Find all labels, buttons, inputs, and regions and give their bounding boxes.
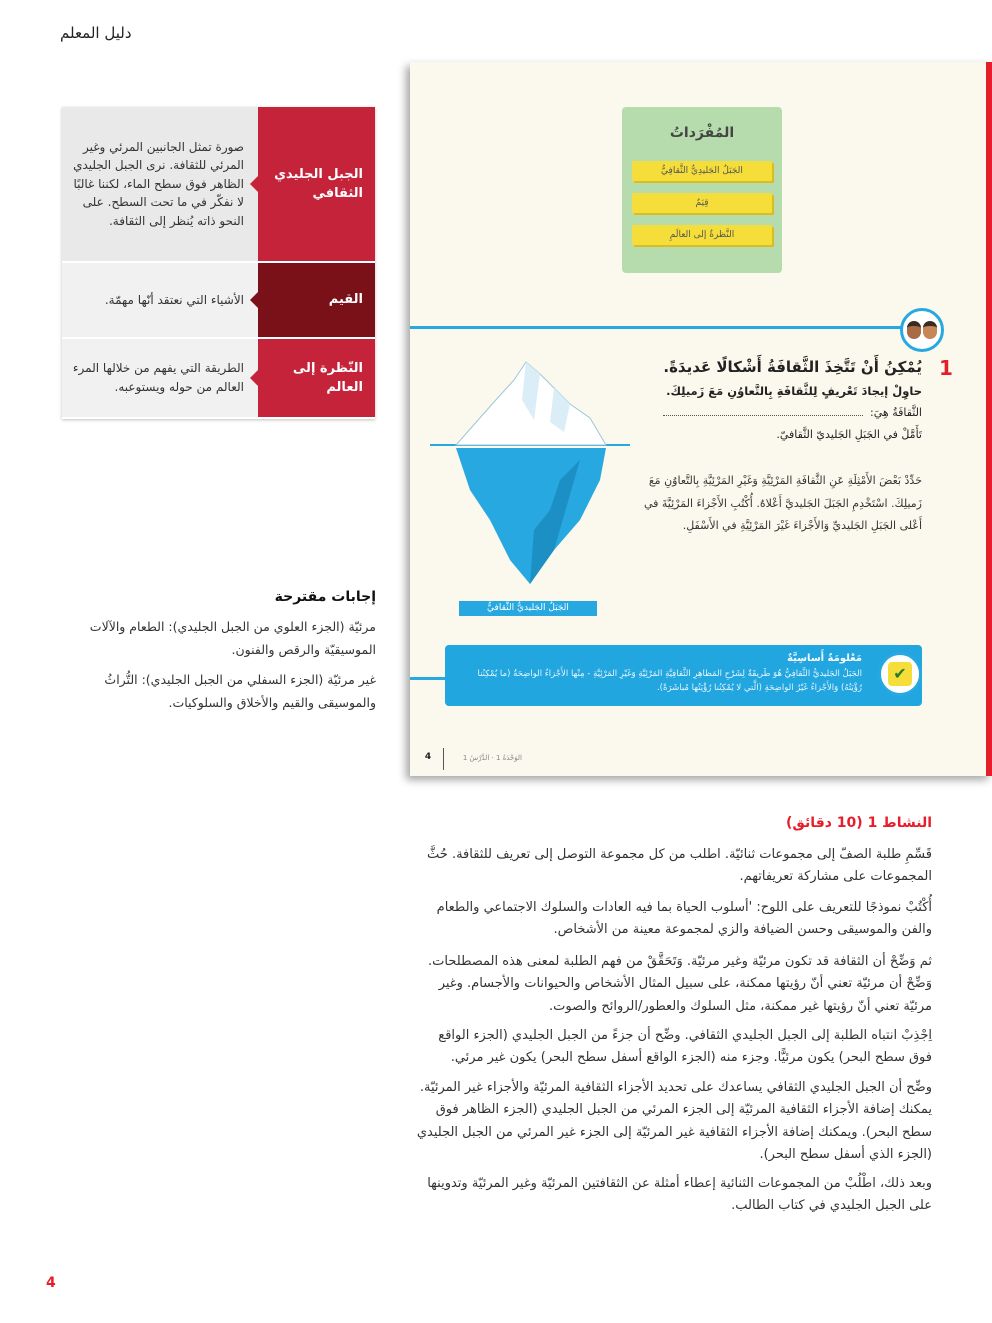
footer-separator (443, 748, 444, 770)
page-number: 4 (46, 1275, 56, 1291)
answer-dotted-line[interactable] (663, 406, 863, 416)
suggested-answers (70, 585, 376, 722)
activity-paragraph: وضِّح أن الجبل الجليدي الثقافي يساعدك على تحديد الأجزاء الثقافية المرئيّة والأجزاء غير المرئيّة. يمكنك إضافة الأجزاء الثقافية المرئيّة إلى الجزء المرئي من الجبل الجليدي (الجزء الظاهر فوق سطح البحر). ويمكنك إضافة الأجزاء الثقافية غير المرئيّة إلى الجزء غير المرئي من الجبل الجليدي (الجزء الذي أسفل سطح البحر). (416, 1080, 932, 1163)
activity-paragraph: وبعد ذلك، اطْلُبْ من المجموعات الثنائية إعطاء أمثلة عن الثقافتين المرئيّة وغير المرئيّة وتدوينها على الجبل الجليدي في كتاب الطالب. (427, 1176, 932, 1214)
glossary-term: الجبل الجليدي الثقافي (258, 107, 375, 261)
activity-paragraph: قَسِّمِ طلبة الصفّ إلى مجموعات ثنائيّة. اطلب من كل مجموعة التوصل إلى تعريف للثقافة. حُثَّ المجموعات على مشاركة تعريفاتهم. (427, 847, 932, 885)
instruction-paragraph: حَدِّدْ بَعْضَ الأَمْثِلَةِ عَنِ الثَّقافَةِ المَرْئِيَّةِ وَغَيْرِ المَرْئِيَّةِ بِالتَّعاوُنِ مَعَ زَميلِكَ. اسْتَخْدِمِ الجَبَلَ الجَليديَّ أَعْلاهُ. أُكْتُبِ الأَجْزاءَ المَرْئِيَّةَ في أَعْلى الجَبَلِ الجَليديِّ وَالأَجْزاءَ غَيْرَ المَرْئِيَّةِ في الأَسْفَلِ. (643, 474, 922, 533)
activity-paragraph: أُكْتُبْ نموذجًا للتعريف على اللوح: 'أسلوب الحياة بما فيه العادات والسلوك الاجتماعي والطعام والفن والموسيقى وحسن الضيافة والزي لمجموعة معينة من الأشخاص. (436, 900, 932, 938)
question-title: يُمْكِنُ أَنْ تَتَّخِذَ الثَّقافَةُ أَشْكالًا عَديدَةً. (663, 358, 922, 376)
iceberg-caption: الجَبَلُ الجَليديُّ الثَّقافيُّ (459, 601, 597, 616)
glossary-term: النّظرة إلى العالم (258, 339, 375, 417)
info-connector (410, 677, 446, 680)
question-number: 1 (939, 356, 953, 380)
activity-paragraph: اِجْذِبْ انتباه الطلبة إلى الجبل الجليدي الثقافي. وضِّح أن جزءً من الجبل الجليدي (الجزء الواقع فوق سطح البحر) يكون مرئيًّا. وجزء منه (الجزء الواقع أسفل سطح البحر) يكون غير مرئي. (438, 1028, 932, 1066)
glossary-row (62, 339, 375, 419)
vocabulary-chip: النَّظرةُ إلى العالَمِ (632, 225, 772, 245)
glossary-definition: الأشياء التي نعتقد أنّها مهمّة. (62, 263, 258, 337)
key-info-icon: ✔ (878, 652, 922, 696)
key-info-title: مَعْلومَةٌ أَساسِيَّةٌ (787, 653, 862, 664)
book-edge-stripe (986, 62, 992, 776)
glossary-table (62, 107, 375, 419)
glossary-term: القيم (258, 263, 375, 337)
iceberg-illustration (430, 360, 630, 590)
key-info-box (445, 645, 922, 706)
answer-invisible: غير مرئيّة (الجزء السفلي من الجبل الجليدي): التُّراثُ والموسيقى والقيم والأخلاق والسلوكيات. (104, 672, 376, 710)
header-title: دليل المعلم (60, 24, 132, 42)
answer-visible: مرئيّة (الجزء العلوي من الجبل الجليدي): الطعام والآلات الموسيقيّة والرقص والفنون. (89, 619, 376, 657)
glossary-row (62, 263, 375, 339)
glossary-definition: الطريقة التي يفهم من خلالها المرء العالم من حوله ويستوعبه. (62, 339, 258, 417)
glossary-row (62, 107, 375, 263)
section-divider (410, 326, 902, 329)
book-page-number: 4 (424, 752, 432, 762)
vocabulary-box (622, 107, 782, 273)
reflect-prompt: تَأَمَّلْ في الجَبَلِ الجَليديّ الثَّقافيّ. (776, 428, 922, 441)
question-subtitle: حاوِلْ إيجادَ تَعْريفٍ لِلثَّقافَةِ بِالتَّعاوُنِ مَعَ زَميلِكَ. (666, 384, 922, 398)
vocabulary-title: المُفْرَداتُ (669, 125, 735, 141)
iceberg-bottom (456, 448, 606, 584)
definition-prompt: الثَّقافَةُ هِيَ: (870, 406, 922, 419)
vocabulary-chip: الجَبَلُ الجَليدِيُّ الثَّقافِيُّ (632, 161, 772, 181)
glossary-definition: صورة تمثل الجانبين المرئي وغير المرئي للثقافة. نرى الجبل الجليدي الظاهر فوق سطح الماء، لكننا غالبًا لا نفكّر في ما تحت السطح. على النحو ذاته يُنظر إلى الثقافة. (62, 107, 258, 261)
book-footer-text: الوَحْدَةُ 1 · الدَّرْسُ 1 (462, 754, 522, 762)
definition-line (600, 406, 922, 419)
students-avatar-icon (900, 308, 944, 352)
answers-title: إجابات مقترحة (274, 589, 376, 605)
vocabulary-chip: قِيَمٌ (632, 193, 772, 213)
activity-title: النشاط 1 (10 دقائق) (786, 815, 932, 831)
key-info-text: الجَبَلُ الجَليديُّ الثَّقافِيُّ هُوَ طَريقَةٌ لِشَرْحِ المَظاهِرِ الثَّقافِيَّةِ المَرْئِيَّةِ وَغَيْرِ المَرْئِيَّةِ - مِنْها الأَجْزاءُ الواضِحَةُ (ما يُمْكِنُنا رُؤْيَتُهُ) وَالأَجْزاءُ غَيْرُ الواضِحَةِ (الَّتي لا يُمْكِنُنا رُؤْيَتُها مُباشَرَةً). (477, 669, 862, 694)
activity-paragraph: ثم وَضِّحْ أن الثقافة قد تكون مرئيّة وغير مرئيّة. وَتَحَقَّقْ من فهم الطلبة لمعنى هذه المصطلحات. وَضِّحْ أن مرئيّة تعني أنّ رؤيتها ممكنة، على سبيل المثال الأشخاص والحيوانات والأجسام. وغير مرئيّة تعني أنّ رؤيتها غير ممكنة، مثل السلوك والعطور/الروائح والصوت. (428, 954, 932, 1014)
